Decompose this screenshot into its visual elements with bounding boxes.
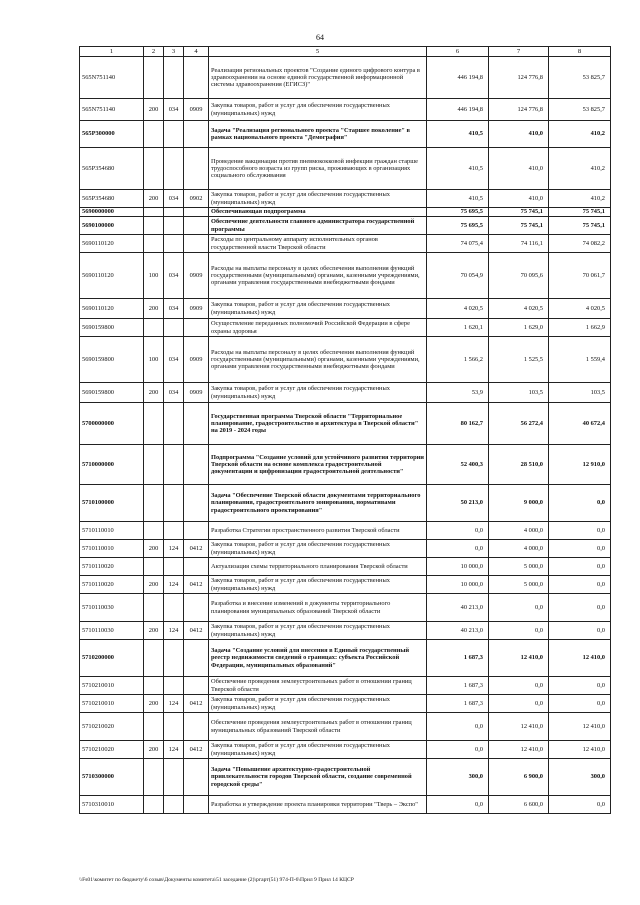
row-value-2023: 1 525,5 — [489, 337, 549, 383]
row-gr — [164, 558, 184, 576]
header-cell: 7 — [489, 47, 549, 57]
row-gr — [164, 148, 184, 190]
row-gr — [164, 485, 184, 522]
row-gr — [164, 594, 184, 622]
row-name: Закупка товаров, работ и услуг для обеспечения государственных (муниципальных) нужд — [209, 576, 427, 594]
row-code: 5700000000 — [80, 403, 144, 445]
row-value-2022: 75 695,5 — [427, 217, 489, 235]
row-value-2022: 1 687,3 — [427, 695, 489, 713]
row-code: 5690110120 — [80, 235, 144, 253]
row-gr: 034 — [164, 337, 184, 383]
row-value-2022: 446 194,8 — [427, 57, 489, 99]
row-gr: 124 — [164, 622, 184, 640]
row-value-2024: 0,0 — [549, 677, 611, 695]
row-value-2023: 12 410,0 — [489, 741, 549, 759]
row-value-2023: 124 776,8 — [489, 57, 549, 99]
row-code: 5710110020 — [80, 558, 144, 576]
row-vr — [144, 217, 164, 235]
row-name: Закупка товаров, работ и услуг для обеспечения государственных (муниципальных) нужд — [209, 190, 427, 208]
row-value-2023: 75 745,1 — [489, 217, 549, 235]
row-code: 5710110030 — [80, 622, 144, 640]
row-rz — [184, 235, 209, 253]
row-rz — [184, 713, 209, 741]
row-rz: 0909 — [184, 253, 209, 299]
row-value-2024: 0,0 — [549, 558, 611, 576]
row-code: 5690110120 — [80, 253, 144, 299]
table-row — [80, 299, 611, 319]
header-cell: 5 — [209, 47, 427, 57]
row-name: Разработка и внесение изменений в документы территориального планирования муниципальных образований Тверской области — [209, 594, 427, 622]
row-value-2023: 74 116,1 — [489, 235, 549, 253]
row-value-2023: 9 000,0 — [489, 485, 549, 522]
row-value-2022: 52 400,3 — [427, 445, 489, 485]
table-row — [80, 522, 611, 540]
table-row — [80, 622, 611, 640]
row-code: 5710110010 — [80, 540, 144, 558]
row-gr — [164, 640, 184, 677]
row-value-2022: 80 162,7 — [427, 403, 489, 445]
row-name: Закупка товаров, работ и услуг для обеспечения государственных (муниципальных) нужд — [209, 540, 427, 558]
row-name: Реализация региональных проектов "Создание единого цифрового контура в здравоохранении на основе единой государственной информационной системы здравоохранения (ЕГИСЗ)" — [209, 57, 427, 99]
row-vr — [144, 713, 164, 741]
row-code: 5690000000 — [80, 208, 144, 217]
row-rz — [184, 558, 209, 576]
row-code: 5710310010 — [80, 796, 144, 814]
page-number: 64 — [316, 33, 324, 42]
row-code: 5710110020 — [80, 576, 144, 594]
row-value-2024: 53 825,7 — [549, 99, 611, 121]
row-gr: 034 — [164, 299, 184, 319]
table-row — [80, 148, 611, 190]
row-value-2022: 1 687,3 — [427, 640, 489, 677]
row-gr — [164, 217, 184, 235]
row-value-2022: 70 054,9 — [427, 253, 489, 299]
row-rz — [184, 121, 209, 148]
header-row — [80, 47, 611, 57]
row-gr: 124 — [164, 741, 184, 759]
table-row — [80, 235, 611, 253]
row-code: 565P354680 — [80, 148, 144, 190]
table-row — [80, 594, 611, 622]
row-value-2023: 12 410,0 — [489, 640, 549, 677]
row-name: Осуществление переданных полномочий Российской Федерации в сфере охраны здоровья — [209, 319, 427, 337]
row-code: 5710210010 — [80, 695, 144, 713]
row-rz: 0909 — [184, 337, 209, 383]
header-cell: 8 — [549, 47, 611, 57]
row-gr — [164, 235, 184, 253]
row-value-2022: 74 075,4 — [427, 235, 489, 253]
row-vr: 200 — [144, 576, 164, 594]
row-value-2022: 10 000,0 — [427, 576, 489, 594]
row-value-2023: 0,0 — [489, 622, 549, 640]
row-code: 5690159800 — [80, 383, 144, 403]
row-vr — [144, 57, 164, 99]
row-value-2022: 1 687,3 — [427, 677, 489, 695]
row-rz — [184, 208, 209, 217]
row-value-2024: 74 082,2 — [549, 235, 611, 253]
row-rz — [184, 148, 209, 190]
row-code: 5710210020 — [80, 713, 144, 741]
row-name: Обеспечивающая подпрограмма — [209, 208, 427, 217]
table-row — [80, 796, 611, 814]
row-gr: 124 — [164, 576, 184, 594]
row-value-2023: 103,5 — [489, 383, 549, 403]
row-vr: 200 — [144, 695, 164, 713]
row-name: Проведение вакцинации против пневмококковой инфекции граждан старше трудоспособного возраста из групп риска, проживающих в организациях социального обслуживания — [209, 148, 427, 190]
row-code: 5690159800 — [80, 337, 144, 383]
row-vr — [144, 485, 164, 522]
row-vr — [144, 148, 164, 190]
table-row — [80, 337, 611, 383]
row-code: 5690159800 — [80, 319, 144, 337]
row-value-2024: 40 672,4 — [549, 403, 611, 445]
row-vr — [144, 594, 164, 622]
row-rz: 0902 — [184, 190, 209, 208]
table-row — [80, 640, 611, 677]
row-vr — [144, 558, 164, 576]
row-vr: 200 — [144, 540, 164, 558]
row-value-2023: 6 600,0 — [489, 796, 549, 814]
row-name: Закупка товаров, работ и услуг для обеспечения государственных (муниципальных) нужд — [209, 741, 427, 759]
row-value-2024: 0,0 — [549, 594, 611, 622]
row-value-2023: 4 000,0 — [489, 522, 549, 540]
row-code: 5710300000 — [80, 759, 144, 796]
row-value-2022: 1 620,1 — [427, 319, 489, 337]
row-value-2022: 410,5 — [427, 190, 489, 208]
row-name: Задача "Создание условий для внесения в Единый государственный реестр недвижимости сведений о границах: субъекта Российской Федерации, муниципальных образований" — [209, 640, 427, 677]
header-cell: 4 — [184, 47, 209, 57]
row-rz — [184, 594, 209, 622]
row-code: 5710110030 — [80, 594, 144, 622]
row-rz — [184, 57, 209, 99]
row-gr: 034 — [164, 383, 184, 403]
table-row — [80, 558, 611, 576]
row-value-2024: 410,2 — [549, 190, 611, 208]
row-value-2022: 0,0 — [427, 540, 489, 558]
row-vr — [144, 121, 164, 148]
row-code: 5690110120 — [80, 299, 144, 319]
row-value-2022: 40 213,0 — [427, 594, 489, 622]
row-rz — [184, 217, 209, 235]
row-name: Задача "Повышение архитектурно-градостроительной привлекательности городов Тверской области, создание современной городской среды" — [209, 759, 427, 796]
table-row — [80, 99, 611, 121]
row-code: 5710000000 — [80, 445, 144, 485]
row-value-2024: 75 745,1 — [549, 208, 611, 217]
row-gr: 034 — [164, 190, 184, 208]
row-value-2024: 0,0 — [549, 540, 611, 558]
row-value-2023: 410,0 — [489, 121, 549, 148]
row-value-2024: 1 559,4 — [549, 337, 611, 383]
row-code: 5710100000 — [80, 485, 144, 522]
row-rz — [184, 796, 209, 814]
row-gr — [164, 319, 184, 337]
row-value-2023: 124 776,8 — [489, 99, 549, 121]
row-value-2023: 5 000,0 — [489, 558, 549, 576]
row-value-2024: 410,2 — [549, 121, 611, 148]
row-vr: 200 — [144, 383, 164, 403]
row-value-2022: 53,9 — [427, 383, 489, 403]
row-value-2023: 56 272,4 — [489, 403, 549, 445]
row-vr — [144, 796, 164, 814]
row-value-2023: 28 510,0 — [489, 445, 549, 485]
row-vr: 200 — [144, 99, 164, 121]
row-vr — [144, 759, 164, 796]
row-rz: 0412 — [184, 540, 209, 558]
row-gr: 124 — [164, 540, 184, 558]
row-value-2024: 75 745,1 — [549, 217, 611, 235]
row-rz — [184, 677, 209, 695]
row-value-2024: 12 410,0 — [549, 640, 611, 677]
table-row — [80, 540, 611, 558]
row-value-2023: 5 000,0 — [489, 576, 549, 594]
row-value-2022: 4 020,5 — [427, 299, 489, 319]
row-code: 5690100000 — [80, 217, 144, 235]
table-row — [80, 57, 611, 99]
row-name: Закупка товаров, работ и услуг для обеспечения государственных (муниципальных) нужд — [209, 695, 427, 713]
table-body — [80, 57, 611, 814]
table-row — [80, 121, 611, 148]
row-name: Расходы по центральному аппарату исполнительных органов государственной власти Тверской области — [209, 235, 427, 253]
row-rz — [184, 522, 209, 540]
row-rz: 0412 — [184, 576, 209, 594]
budget-table — [79, 46, 611, 814]
row-rz: 0412 — [184, 695, 209, 713]
row-rz: 0909 — [184, 299, 209, 319]
row-code: 565N751140 — [80, 57, 144, 99]
row-rz: 0412 — [184, 622, 209, 640]
row-value-2024: 0,0 — [549, 576, 611, 594]
row-gr: 124 — [164, 695, 184, 713]
row-name: Закупка товаров, работ и услуг для обеспечения государственных (муниципальных) нужд — [209, 622, 427, 640]
row-name: Обеспечение проведения землеустроительных работ в отношении границ муниципальных образований Тверской области — [209, 713, 427, 741]
row-rz — [184, 640, 209, 677]
row-value-2022: 10 000,0 — [427, 558, 489, 576]
row-vr — [144, 319, 164, 337]
row-code: 5710110010 — [80, 522, 144, 540]
row-value-2022: 446 194,8 — [427, 99, 489, 121]
table-row — [80, 741, 611, 759]
row-vr: 200 — [144, 622, 164, 640]
table-row — [80, 713, 611, 741]
table-row — [80, 485, 611, 522]
header-cell: 6 — [427, 47, 489, 57]
row-vr — [144, 208, 164, 217]
row-vr — [144, 640, 164, 677]
row-value-2024: 0,0 — [549, 522, 611, 540]
row-code: 565P354680 — [80, 190, 144, 208]
table-row — [80, 576, 611, 594]
row-value-2023: 4 020,5 — [489, 299, 549, 319]
row-vr: 100 — [144, 253, 164, 299]
row-value-2023: 1 629,0 — [489, 319, 549, 337]
row-value-2022: 0,0 — [427, 796, 489, 814]
row-rz — [184, 319, 209, 337]
row-name: Разработка и утверждение проекта планировки территории "Тверь – Экспо" — [209, 796, 427, 814]
row-name: Закупка товаров, работ и услуг для обеспечения государственных (муниципальных) нужд — [209, 383, 427, 403]
row-value-2022: 1 566,2 — [427, 337, 489, 383]
row-gr — [164, 522, 184, 540]
row-value-2024: 1 662,9 — [549, 319, 611, 337]
row-value-2022: 0,0 — [427, 522, 489, 540]
row-rz — [184, 485, 209, 522]
row-value-2024: 53 825,7 — [549, 57, 611, 99]
row-vr: 200 — [144, 299, 164, 319]
row-name: Закупка товаров, работ и услуг для обеспечения государственных (муниципальных) нужд — [209, 299, 427, 319]
row-rz — [184, 445, 209, 485]
row-value-2022: 300,0 — [427, 759, 489, 796]
table-row — [80, 383, 611, 403]
row-value-2023: 410,0 — [489, 190, 549, 208]
row-vr: 100 — [144, 337, 164, 383]
row-value-2024: 12 410,0 — [549, 741, 611, 759]
table-row — [80, 253, 611, 299]
row-value-2023: 0,0 — [489, 594, 549, 622]
row-value-2024: 70 061,7 — [549, 253, 611, 299]
row-value-2022: 410,5 — [427, 148, 489, 190]
row-gr — [164, 759, 184, 796]
row-name: Расходы на выплаты персоналу в целях обеспечения выполнения функций государственными (муниципальными) органами, казенными учреждениями, органами управления государственными внебюджетными фондами — [209, 337, 427, 383]
row-name: Обеспечение проведения землеустроительных работ в отношении границ Тверской области — [209, 677, 427, 695]
row-gr — [164, 713, 184, 741]
row-name: Обеспечение деятельности главного администратора государственной программы — [209, 217, 427, 235]
table-row — [80, 208, 611, 217]
row-value-2023: 12 410,0 — [489, 713, 549, 741]
row-gr — [164, 796, 184, 814]
row-vr — [144, 677, 164, 695]
row-gr — [164, 57, 184, 99]
file-path-footer: \\Fs01\комитет по бюджету\6 созыв\Документы комитета\51 заседание (2)\ргарт(51) 974-П-6\Прил 9 Прил 14 КЦСР — [79, 877, 354, 883]
row-value-2023: 0,0 — [489, 677, 549, 695]
row-value-2022: 50 213,0 — [427, 485, 489, 522]
row-value-2024: 12 910,0 — [549, 445, 611, 485]
row-code: 5710210010 — [80, 677, 144, 695]
row-code: 5710210020 — [80, 741, 144, 759]
row-value-2022: 0,0 — [427, 741, 489, 759]
header-cell: 3 — [164, 47, 184, 57]
row-name: Задача "Реализация регионального проекта "Старшее поколение" в рамках национального проекта "Демография" — [209, 121, 427, 148]
header-cell: 2 — [144, 47, 164, 57]
row-name: Расходы на выплаты персоналу в целях обеспечения выполнения функций государственными (муниципальными) органами, казенными учреждениями, органами управления государственными внебюджетными фондами — [209, 253, 427, 299]
row-gr — [164, 445, 184, 485]
table-row — [80, 319, 611, 337]
table-row — [80, 759, 611, 796]
row-name: Подпрограмма "Создание условий для устойчивого развития территории Тверской области на основе комплекса градостроительной документации и цифровизации градостроительной деятельности" — [209, 445, 427, 485]
row-rz: 0909 — [184, 99, 209, 121]
row-gr — [164, 121, 184, 148]
row-value-2024: 0,0 — [549, 796, 611, 814]
row-value-2024: 0,0 — [549, 695, 611, 713]
row-value-2022: 75 695,5 — [427, 208, 489, 217]
row-name: Актуализация схемы территориального планирования Тверской области — [209, 558, 427, 576]
header-cell: 1 — [80, 47, 144, 57]
row-code: 565P300000 — [80, 121, 144, 148]
row-value-2024: 103,5 — [549, 383, 611, 403]
row-name: Государственная программа Тверской области "Территориальное планирование, градостроительство и архитектура в Тверской области" на 2019 - 2024 годы — [209, 403, 427, 445]
table-row — [80, 217, 611, 235]
row-value-2023: 6 900,0 — [489, 759, 549, 796]
row-vr — [144, 445, 164, 485]
table-row — [80, 677, 611, 695]
row-code: 565N751140 — [80, 99, 144, 121]
row-code: 5710200000 — [80, 640, 144, 677]
row-value-2023: 75 745,1 — [489, 208, 549, 217]
row-vr — [144, 522, 164, 540]
row-value-2024: 4 020,5 — [549, 299, 611, 319]
row-gr: 034 — [164, 253, 184, 299]
row-rz: 0412 — [184, 741, 209, 759]
row-value-2024: 410,2 — [549, 148, 611, 190]
row-rz: 0909 — [184, 383, 209, 403]
row-value-2023: 70 095,6 — [489, 253, 549, 299]
row-value-2024: 0,0 — [549, 485, 611, 522]
row-name: Разработка Стратегии пространственного развития Тверской области — [209, 522, 427, 540]
row-vr: 200 — [144, 741, 164, 759]
row-value-2023: 0,0 — [489, 695, 549, 713]
table-row — [80, 445, 611, 485]
row-gr: 034 — [164, 99, 184, 121]
row-rz — [184, 403, 209, 445]
table-row — [80, 695, 611, 713]
row-gr — [164, 403, 184, 445]
row-vr: 200 — [144, 190, 164, 208]
row-vr — [144, 235, 164, 253]
row-name: Закупка товаров, работ и услуг для обеспечения государственных (муниципальных) нужд — [209, 99, 427, 121]
table-row — [80, 190, 611, 208]
row-value-2022: 40 213,0 — [427, 622, 489, 640]
row-value-2022: 0,0 — [427, 713, 489, 741]
row-value-2022: 410,5 — [427, 121, 489, 148]
table-row — [80, 403, 611, 445]
row-name: Задача "Обеспечение Тверской области документами территориального планирования, градостроительного зонирования, нормативами градостроительного проектирования" — [209, 485, 427, 522]
row-value-2024: 0,0 — [549, 622, 611, 640]
row-gr — [164, 208, 184, 217]
row-value-2024: 12 410,0 — [549, 713, 611, 741]
row-vr — [144, 403, 164, 445]
row-rz — [184, 759, 209, 796]
row-value-2023: 410,0 — [489, 148, 549, 190]
row-value-2024: 300,0 — [549, 759, 611, 796]
row-gr — [164, 677, 184, 695]
row-value-2023: 4 000,0 — [489, 540, 549, 558]
